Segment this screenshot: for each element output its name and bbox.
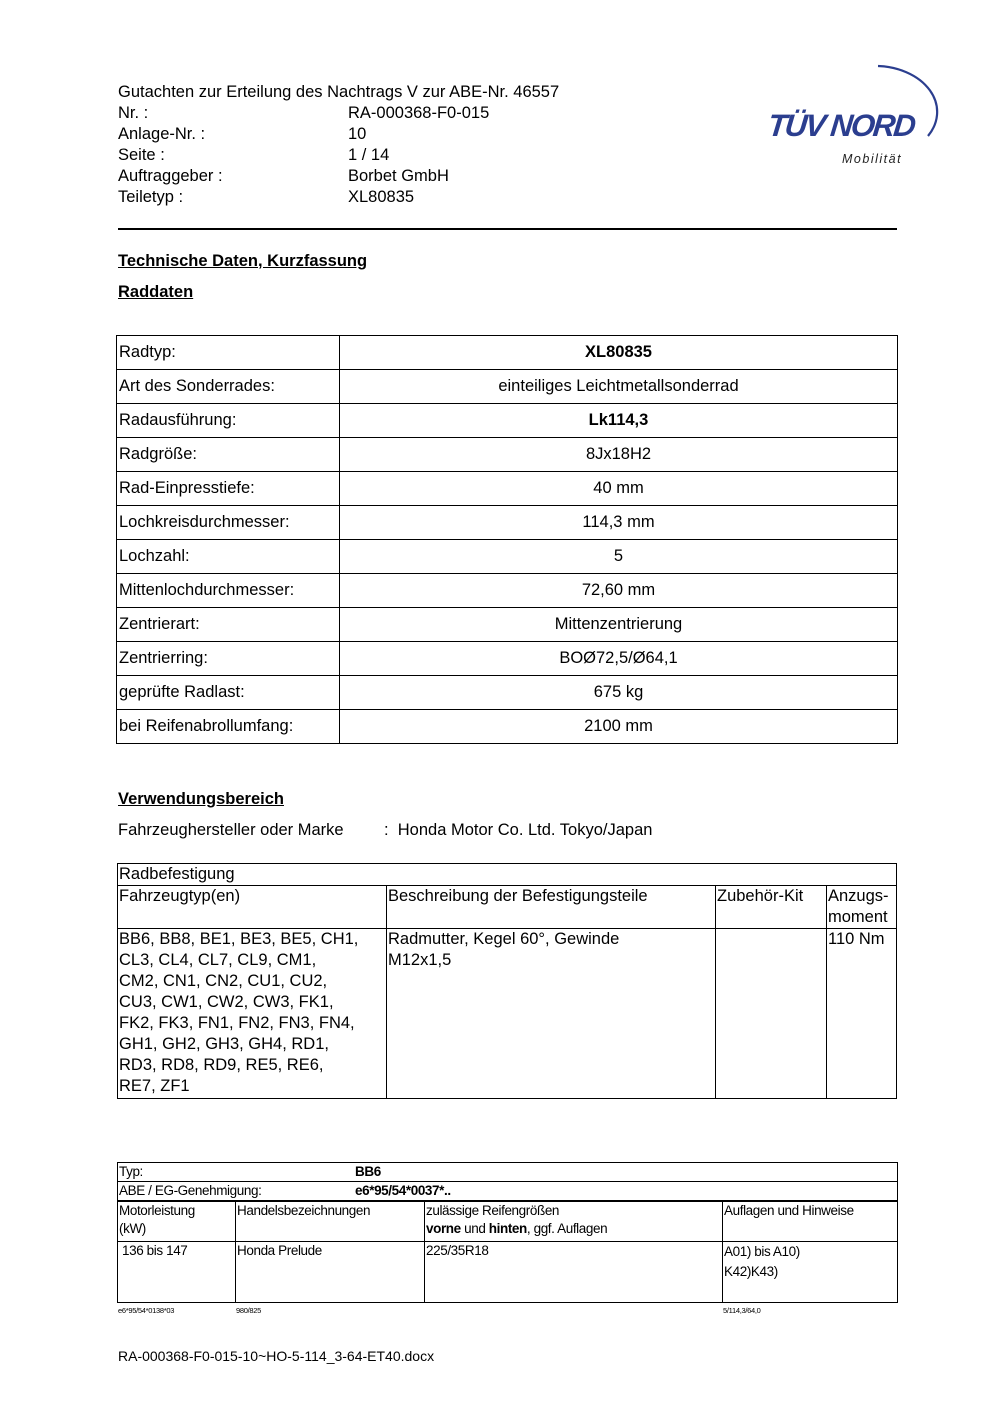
logo-subtitle: Mobilität xyxy=(842,152,903,166)
row-value: Mittenzentrierung xyxy=(340,608,898,642)
row-value: 114,3 mm xyxy=(340,506,898,540)
row-value: Lk114,3 xyxy=(340,404,898,438)
tires-rest: , ggf. Auflagen xyxy=(526,1221,608,1236)
table-row xyxy=(117,438,898,472)
row-label: Zentrierart: xyxy=(117,608,340,642)
header-row-nr xyxy=(118,103,559,124)
types-line: BB6, BB8, BE1, BE3, BE5, CH1, xyxy=(119,930,359,948)
col-header: Anzugs- xyxy=(828,887,889,905)
row-label: Radausführung: xyxy=(117,404,340,438)
type-value: BB6 xyxy=(355,1164,381,1179)
row-label: bei Reifenabrollumfang: xyxy=(117,710,340,744)
power-value: 136 bis 147 xyxy=(122,1242,188,1258)
header-value: RA-000368-F0-015 xyxy=(348,104,490,122)
header-row-anlage xyxy=(118,124,559,145)
row-value: einteiliges Leichtmetallsonderrad xyxy=(340,370,898,404)
table-header-row xyxy=(118,886,897,929)
description-line: Radmutter, Kegel 60°, Gewinde xyxy=(388,930,620,948)
row-value: 8Jx18H2 xyxy=(340,438,898,472)
tires-and: und xyxy=(460,1221,489,1236)
col-header: Fahrzeugtyp(en) xyxy=(118,886,387,929)
row-label: Zentrierring: xyxy=(117,642,340,676)
vehicle-types-cell xyxy=(118,929,387,1099)
col-header-tires-line2 xyxy=(426,1220,721,1238)
table-row xyxy=(118,1163,898,1182)
row-value: XL80835 xyxy=(340,336,898,370)
row-value: BOØ72,5/Ø64,1 xyxy=(340,642,898,676)
col-header: Handelsbezeichnungen xyxy=(236,1201,425,1241)
description-line: M12x1,5 xyxy=(388,951,452,969)
col-header-power xyxy=(118,1201,236,1241)
col-header: Beschreibung der Befestigungsteile xyxy=(387,886,716,929)
manufacturer-label: Fahrzeughersteller oder Marke xyxy=(118,821,344,839)
tuev-nord-logo xyxy=(760,58,945,173)
notes-line: K42)K43) xyxy=(724,1263,778,1279)
row-label: Radtyp: xyxy=(117,336,340,370)
table-row xyxy=(118,1241,898,1302)
types-line: FK2, FK3, FN1, FN2, FN3, FN4, xyxy=(119,1014,355,1032)
small-code-dimensions: 980/825 xyxy=(236,1306,262,1315)
header-row-seite xyxy=(118,145,559,166)
notes-cell xyxy=(723,1241,898,1302)
col-header-line2: moment xyxy=(828,908,888,926)
row-label: Radgröße: xyxy=(117,438,340,472)
header-label: Anlage-Nr. : xyxy=(118,125,206,143)
col-header-tires xyxy=(425,1201,723,1241)
tires-rear: hinten xyxy=(488,1221,527,1236)
header-value: 1 / 14 xyxy=(348,146,390,164)
table-row xyxy=(117,370,898,404)
notes-line: A01) bis A10) xyxy=(724,1243,800,1259)
row-value: 675 kg xyxy=(340,676,898,710)
table-row xyxy=(118,864,897,886)
types-line: CL3, CL4, CL7, CL9, CM1, xyxy=(119,951,317,969)
footer-filename: RA-000368-F0-015-10~HO-5-114_3-64-ET40.docx xyxy=(118,1348,435,1364)
section-subtitle: Raddaten xyxy=(118,283,194,301)
table-row xyxy=(117,540,898,574)
manufacturer-value: Honda Motor Co. Ltd. Tokyo/Japan xyxy=(397,821,653,839)
row-value: 2100 mm xyxy=(340,710,898,744)
header-label: Auftraggeber : xyxy=(118,167,223,185)
manufacturer-separator: : xyxy=(384,821,389,839)
header-divider xyxy=(118,228,897,230)
types-line: CM2, CN1, CN2, CU1, CU2, xyxy=(119,972,328,990)
col-header: Zubehör-Kit xyxy=(716,886,827,929)
header-value: XL80835 xyxy=(348,188,415,206)
table-row xyxy=(117,642,898,676)
fixing-title: Radbefestigung xyxy=(118,864,897,886)
header-value: Borbet GmbH xyxy=(348,167,449,185)
col-header-torque xyxy=(827,886,897,929)
table-row xyxy=(118,929,897,1099)
usage-title: Verwendungsbereich xyxy=(118,790,284,808)
table-header-row xyxy=(118,1201,898,1241)
row-label: Lochkreisdurchmesser: xyxy=(117,506,340,540)
row-label: Rad-Einpresstiefe: xyxy=(117,472,340,506)
table-row xyxy=(117,336,898,370)
col-header-unit: (kW) xyxy=(119,1221,146,1236)
abe-row xyxy=(118,1182,898,1202)
header-row-auftraggeber xyxy=(118,166,559,187)
col-header: Auflagen und Hinweise xyxy=(723,1201,898,1241)
types-line: RD3, RD8, RD9, RE5, RE6, xyxy=(119,1056,324,1074)
type-label: Typ: xyxy=(119,1164,143,1179)
abe-value: e6*95/54*0037*.. xyxy=(355,1183,451,1198)
row-value: 40 mm xyxy=(340,472,898,506)
vehicle-type-table xyxy=(117,1162,898,1303)
table-row xyxy=(117,472,898,506)
table-row xyxy=(117,710,898,744)
header-label: Teiletyp : xyxy=(118,188,184,206)
fixing-description-cell xyxy=(387,929,716,1099)
header-value: 10 xyxy=(348,125,367,143)
row-label: Art des Sonderrades: xyxy=(117,370,340,404)
report-title: Gutachten zur Erteilung des Nachtrags V zur ABE-Nr. 46557 xyxy=(118,83,560,101)
torque-cell: 110 Nm xyxy=(827,929,897,1099)
types-line: CU3, CW1, CW2, CW3, FK1, xyxy=(119,993,334,1011)
wheel-data-table xyxy=(116,335,898,744)
small-code-bolt: 5/114,3/64,0 xyxy=(723,1306,761,1315)
header-row-teiletyp xyxy=(118,187,559,208)
kit-cell xyxy=(716,929,827,1099)
tire-size-cell: 225/35R18 xyxy=(425,1241,723,1302)
tires-front: vorne xyxy=(426,1221,461,1236)
document-header xyxy=(118,82,559,208)
col-header: zulässige Reifengrößen xyxy=(426,1203,560,1218)
types-line: RE7, ZF1 xyxy=(119,1077,190,1095)
col-header: Motorleistung xyxy=(119,1203,195,1218)
table-row xyxy=(117,404,898,438)
table-row xyxy=(117,574,898,608)
header-label: Nr. : xyxy=(118,104,149,122)
type-row xyxy=(118,1163,898,1182)
row-label: geprüfte Radlast: xyxy=(117,676,340,710)
trade-name-cell: Honda Prelude xyxy=(236,1241,425,1302)
table-row xyxy=(117,676,898,710)
table-row xyxy=(117,506,898,540)
row-value: 72,60 mm xyxy=(340,574,898,608)
power-cell xyxy=(118,1241,236,1302)
logo-wordmark: TÜV NORD xyxy=(766,108,916,143)
header-label: Seite : xyxy=(118,146,165,164)
row-value: 5 xyxy=(340,540,898,574)
row-label: Lochzahl: xyxy=(117,540,340,574)
table-row xyxy=(118,1182,898,1202)
small-code-approval: e6*95/54*0138*03 xyxy=(118,1306,175,1315)
manufacturer-line xyxy=(118,821,652,840)
row-label: Mittenlochdurchmesser: xyxy=(117,574,340,608)
table-row xyxy=(117,608,898,642)
wheel-fixing-table xyxy=(117,863,897,1099)
section-title: Technische Daten, Kurzfassung xyxy=(118,252,368,270)
abe-label: ABE / EG-Genehmigung: xyxy=(119,1183,262,1198)
types-line: GH1, GH2, GH3, GH4, RD1, xyxy=(119,1035,329,1053)
